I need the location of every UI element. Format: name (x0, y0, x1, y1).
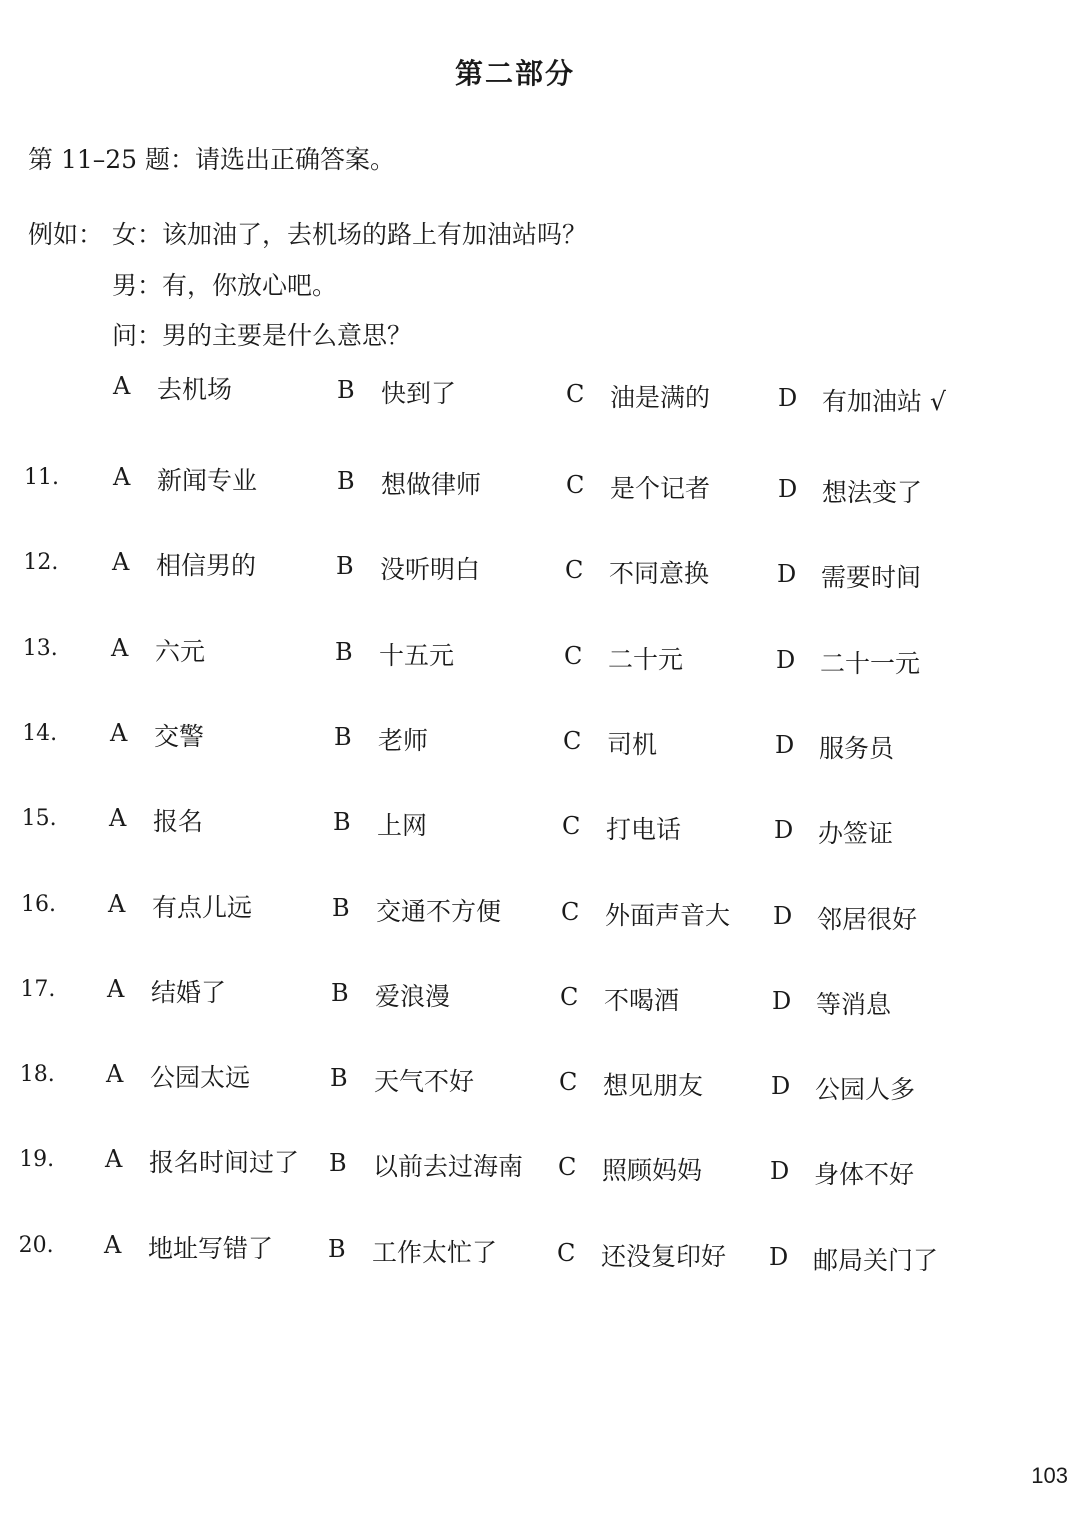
example-option-text: 快到了 (381, 379, 457, 408)
question-option-text: 相信男的 (156, 551, 257, 581)
question-option-text: 二十一元 (820, 648, 921, 678)
question-option-text: 交警 (154, 721, 205, 751)
question-option-text: 照顾妈妈 (602, 1156, 703, 1186)
question-option-text: 是个记者 (610, 474, 711, 503)
example-line-man: 男：有，你放心吧。 (112, 271, 338, 300)
question-number: 19. (19, 1147, 55, 1173)
question-option-text: 天气不好 (374, 1067, 475, 1097)
question-option-letter: B (328, 1234, 346, 1263)
question-option-letter: B (333, 808, 351, 837)
question-option-letter: D (770, 1157, 790, 1186)
question-option-letter: A (105, 1145, 123, 1174)
question-option-text: 工作太忙了 (372, 1237, 498, 1267)
question-option-letter: C (566, 471, 585, 499)
question-number: 16. (21, 891, 56, 917)
question-number: 18. (19, 1062, 55, 1088)
example-option-letter: A (113, 372, 131, 400)
question-option-text: 交通不方便 (376, 896, 502, 926)
instruction-text: 第 11–25 题：请选出正确答案。 (28, 145, 396, 174)
question-option-letter: A (107, 974, 125, 1003)
example-label: 例如： (28, 220, 104, 249)
question-option-text: 办签证 (818, 819, 894, 849)
question-option-text: 想做律师 (381, 470, 482, 499)
question-option-text: 邮局关门了 (813, 1245, 939, 1275)
question-option-text: 打电话 (606, 815, 682, 845)
question-option-text: 需要时间 (821, 563, 922, 593)
question-option-letter: D (776, 645, 796, 674)
question-option-text: 想见朋友 (603, 1071, 704, 1101)
example-option-letter: B (337, 376, 355, 404)
question-option-letter: C (563, 726, 582, 755)
question-option-letter: B (330, 1064, 348, 1093)
question-option-text: 没听明白 (380, 555, 481, 585)
question-option-letter: D (774, 816, 794, 845)
question-number: 17. (20, 976, 56, 1002)
question-number: 14. (22, 720, 58, 746)
question-option-letter: C (558, 1153, 577, 1182)
question-option-letter: A (109, 804, 127, 833)
question-option-text: 报名 (153, 807, 204, 837)
question-option-text: 六元 (155, 636, 206, 666)
question-option-letter: D (778, 475, 798, 503)
section-title: 第二部分 (454, 57, 575, 90)
example-question: 问：男的主要是什么意思？ (112, 321, 413, 350)
question-option-letter: D (773, 901, 793, 930)
question-option-letter: A (113, 463, 131, 491)
question-option-text: 新闻专业 (157, 466, 258, 495)
question-option-text: 还没复印好 (601, 1241, 727, 1271)
example-line-woman: 女：该加油了，去机场的路上有加油站吗？ (112, 220, 588, 249)
question-option-text: 服务员 (819, 733, 895, 763)
question-option-letter: D (777, 560, 797, 589)
question-option-letter: A (112, 548, 130, 577)
question-option-letter: C (564, 641, 583, 670)
example-option-letter: C (566, 380, 585, 408)
question-option-text: 有点儿远 (152, 892, 253, 922)
question-option-letter: B (335, 637, 353, 666)
question-option-letter: B (332, 893, 350, 922)
question-option-text: 公园太远 (150, 1063, 251, 1093)
question-option-letter: C (561, 897, 580, 926)
question-option-letter: B (334, 722, 352, 751)
question-option-letter: A (108, 889, 126, 918)
question-option-text: 邻居很好 (817, 904, 918, 934)
question-option-text: 二十元 (608, 644, 684, 674)
question-option-text: 司机 (607, 729, 658, 759)
question-option-text: 不同意换 (609, 559, 710, 589)
example-option-text: 油是满的 (610, 383, 711, 412)
question-option-letter: C (562, 812, 581, 841)
question-option-text: 外面声音大 (605, 900, 731, 930)
question-option-letter: A (111, 633, 129, 662)
example-option-letter: D (778, 384, 798, 412)
question-option-letter: B (329, 1149, 347, 1178)
example-option-text: 有加油站 √ (822, 387, 946, 416)
question-option-letter: B (337, 467, 355, 495)
question-number: 11. (24, 465, 59, 490)
question-option-text: 上网 (377, 811, 428, 841)
question-option-text: 十五元 (379, 640, 455, 670)
question-number: 12. (23, 550, 59, 576)
question-option-letter: D (771, 1072, 791, 1101)
question-number: 20. (18, 1232, 54, 1258)
question-option-letter: D (772, 986, 792, 1015)
question-option-text: 公园人多 (815, 1075, 916, 1105)
question-option-text: 不喝酒 (604, 985, 680, 1015)
question-option-letter: C (557, 1238, 576, 1267)
question-option-letter: C (560, 982, 579, 1011)
question-option-letter: C (559, 1068, 578, 1097)
question-option-text: 等消息 (816, 989, 892, 1019)
question-option-text: 以前去过海南 (373, 1152, 524, 1182)
question-option-text: 老师 (378, 725, 429, 755)
question-option-text: 报名时间过了 (149, 1148, 300, 1178)
question-option-letter: D (775, 730, 795, 759)
question-option-letter: A (104, 1230, 122, 1259)
question-option-letter: A (106, 1060, 124, 1089)
question-option-letter: B (336, 552, 354, 581)
question-option-text: 想法变了 (822, 478, 923, 507)
question-option-text: 身体不好 (814, 1160, 915, 1190)
question-number: 13. (22, 635, 58, 661)
question-option-letter: B (331, 978, 349, 1007)
question-option-text: 地址写错了 (148, 1233, 274, 1263)
question-option-letter: A (110, 718, 128, 747)
question-option-text: 爱浪漫 (375, 981, 451, 1011)
question-option-letter: D (769, 1242, 789, 1271)
example-option-text: 去机场 (157, 375, 233, 404)
question-option-letter: C (565, 556, 584, 585)
question-option-text: 结婚了 (151, 977, 227, 1007)
page-number: 103 (1031, 1463, 1068, 1488)
question-number: 15. (21, 806, 57, 832)
